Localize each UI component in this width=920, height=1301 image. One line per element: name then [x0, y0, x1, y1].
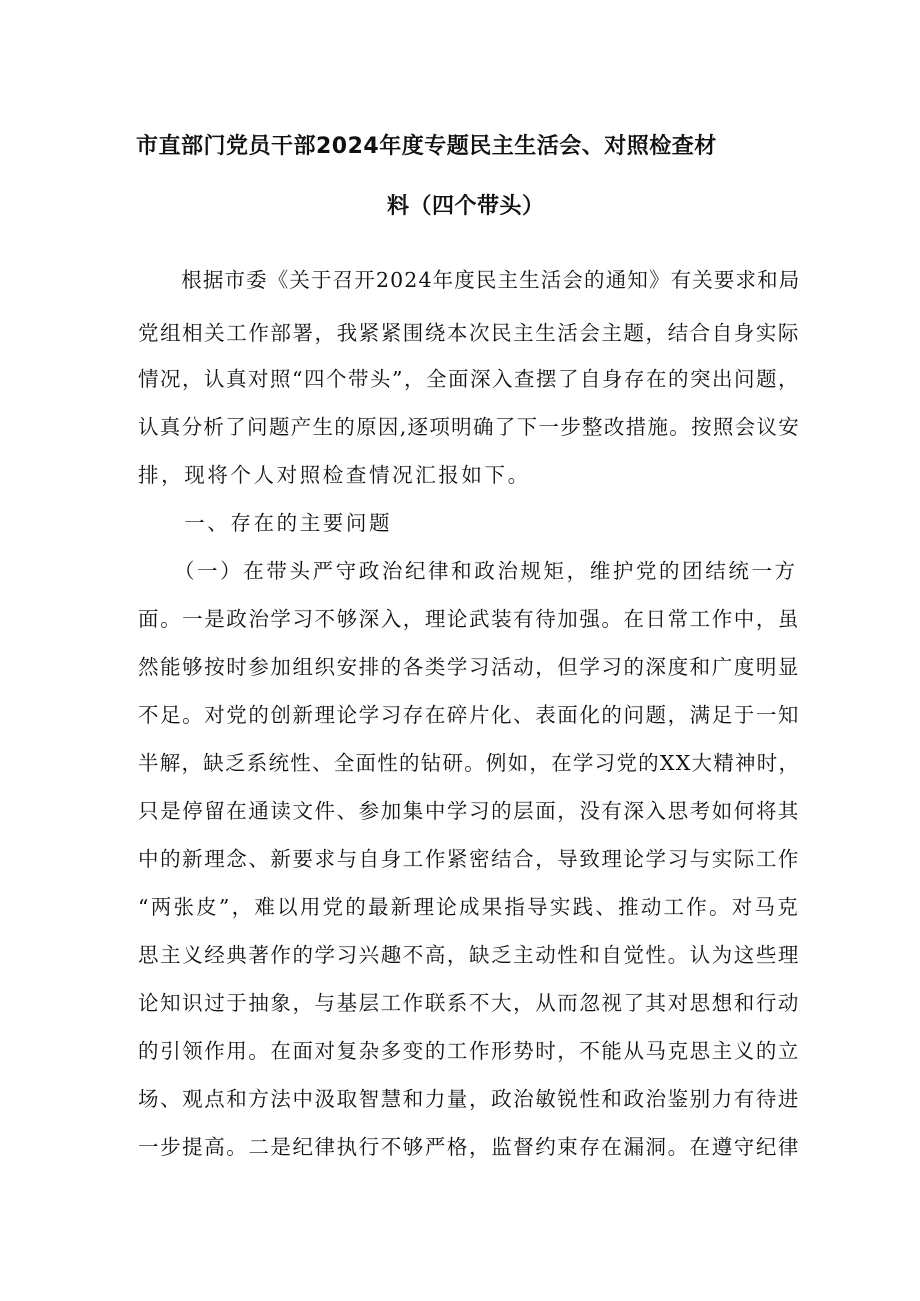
body-line: 认真分析了问题产生的原因,逐项明确了下一步整改措施。按照会议安 [138, 415, 801, 439]
body-line: 场、观点和方法中汲取智慧和力量，政治敏锐性和政治鉴别力有待进 [138, 1087, 800, 1111]
body-line: “两张皮”，难以用党的最新理论成果指导实践、推动工作。对马克 [138, 895, 800, 919]
body-line: 根据市委《关于召开2024年度民主生活会的通知》有关要求和局 [138, 268, 801, 292]
section-heading: 一、存在的主要问题 [138, 511, 393, 535]
body-line: 一步提高。二是纪律执行不够严格，监督约束存在漏洞。在遵守纪律 [138, 1135, 800, 1159]
body-line: 党组相关工作部署，我紧紧围绕本次民主生活会主题，结合自身实际 [138, 321, 800, 345]
document-title-line-1: 市直部门党员干部2024年度专题民主生活会、对照检查材 [136, 134, 717, 159]
body-line: 排，现将个人对照检查情况汇报如下。 [138, 463, 531, 487]
body-line: 然能够按时参加组织安排的各类学习活动，但学习的深度和广度明显 [138, 655, 800, 679]
body-line: 只是停留在通读文件、参加集中学习的层面，没有深入思考如何将其 [138, 799, 800, 823]
body-line: （一）在带头严守政治纪律和政治规矩，维护党的团结统一方 [138, 559, 798, 583]
body-line: 半解，缺乏系统性、全面性的钻研。例如，在学习党的XX大精神时， [138, 751, 801, 775]
body-line: 不足。对党的创新理论学习存在碎片化、表面化的问题，满足于一知 [138, 703, 800, 727]
document-title-line-2: 料（四个带头） [387, 194, 545, 219]
body-line: 论知识过于抽象，与基层工作联系不大，从而忽视了其对思想和行动 [138, 991, 800, 1015]
body-line: 面。一是政治学习不够深入，理论武装有待加强。在日常工作中，虽 [138, 607, 800, 631]
body-line: 的引领作用。在面对复杂多变的工作形势时，不能从马克思主义的立 [138, 1039, 800, 1063]
body-line: 情况，认真对照“四个带头”，全面深入查摆了自身存在的突出问题， [138, 367, 801, 391]
body-line: 思主义经典著作的学习兴趣不高，缺乏主动性和自觉性。认为这些理 [138, 943, 800, 967]
body-line: 中的新理念、新要求与自身工作紧密结合，导致理论学习与实际工作 [138, 847, 800, 871]
